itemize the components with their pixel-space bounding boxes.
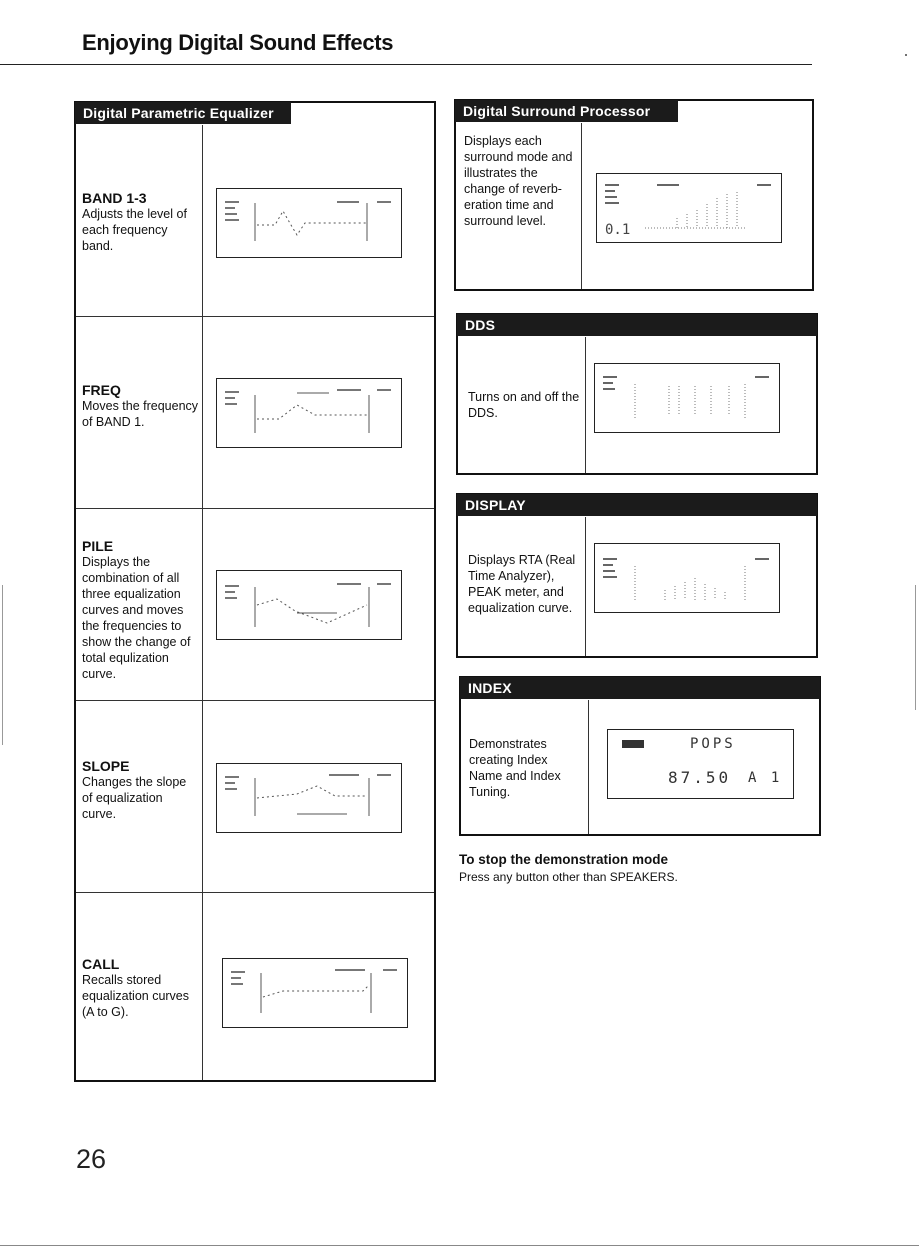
call-term: CALL [82,956,120,972]
call-desc: Recalls stored equalization curves (A to G). [82,973,190,1019]
pile-desc: Displays the combination of all three equalization curves and moves the frequencies to show the change of total equlization curve. [82,555,191,681]
slope-description [82,758,200,822]
display-divider [585,517,586,656]
equalizer-header: Digital Parametric Equalizer [75,102,291,124]
dds-desc: Turns on and off the DDS. [468,390,580,420]
surround-divider [581,123,582,289]
pile-lcd-illustration [216,570,402,640]
row-separator [76,892,434,893]
surround-lcd-illustration [596,173,782,243]
equalizer-column-divider [202,125,203,1080]
surround-header: Digital Surround Processor [455,100,678,122]
band-desc: Adjusts the level of each frequency band. [82,207,187,253]
display-panel [456,493,818,658]
stray-dot [905,54,907,56]
note-body: Press any button other than SPEAKERS. [459,870,678,884]
surround-desc: Displays each surround mode and illustrates the change of reverb-eration time and surround level. [464,134,573,228]
dds-lcd-illustration [594,363,780,433]
call-description [82,956,200,1020]
display-lcd-illustration [594,543,780,613]
dds-panel [456,313,818,475]
dds-divider [585,337,586,473]
index-lcd-indicator [622,740,644,748]
page-edge-mark [915,585,916,710]
title-rule [0,64,812,65]
row-separator [76,700,434,701]
bottom-rule [0,1245,919,1246]
index-lcd-illustration [607,729,794,799]
slope-term: SLOPE [82,758,130,774]
index-desc: Demonstrates creating Index Name and Index Tuning. [469,737,561,799]
index-lcd-frequency: 87.50 [668,768,732,787]
page-title: Enjoying Digital Sound Effects [82,30,394,55]
freq-description [82,382,200,430]
display-header: DISPLAY [457,494,817,516]
band-term: BAND 1-3 [82,190,147,206]
page-number: 26 [76,1144,107,1174]
slope-desc: Changes the slope of equalization curve. [82,775,187,821]
freq-lcd-illustration [216,378,402,448]
index-header: INDEX [460,677,820,699]
equalizer-panel [74,101,436,1082]
slope-lcd-illustration [216,763,402,833]
call-lcd-illustration [222,958,408,1028]
pile-term: PILE [82,538,114,554]
band-lcd-illustration [216,188,402,258]
freq-term: FREQ [82,382,121,398]
page-edge-mark-left [2,585,3,745]
surround-panel [454,99,814,291]
index-divider [588,700,589,834]
band-description [82,190,200,254]
freq-desc: Moves the frequency of BAND 1. [82,399,199,429]
dds-header: DDS [457,314,817,336]
index-panel [459,676,821,836]
row-separator [76,316,434,317]
row-separator [76,508,434,509]
index-lcd-channel: A 1 [748,770,783,786]
index-lcd-name: POPS [690,736,736,752]
pile-description [82,538,200,682]
svg-text:0.1: 0.1 [605,222,631,238]
display-desc: Displays RTA (Real Time Analyzer), PEAK meter, and equalization curve. [468,553,576,615]
note-heading: To stop the demonstration mode [459,852,668,867]
